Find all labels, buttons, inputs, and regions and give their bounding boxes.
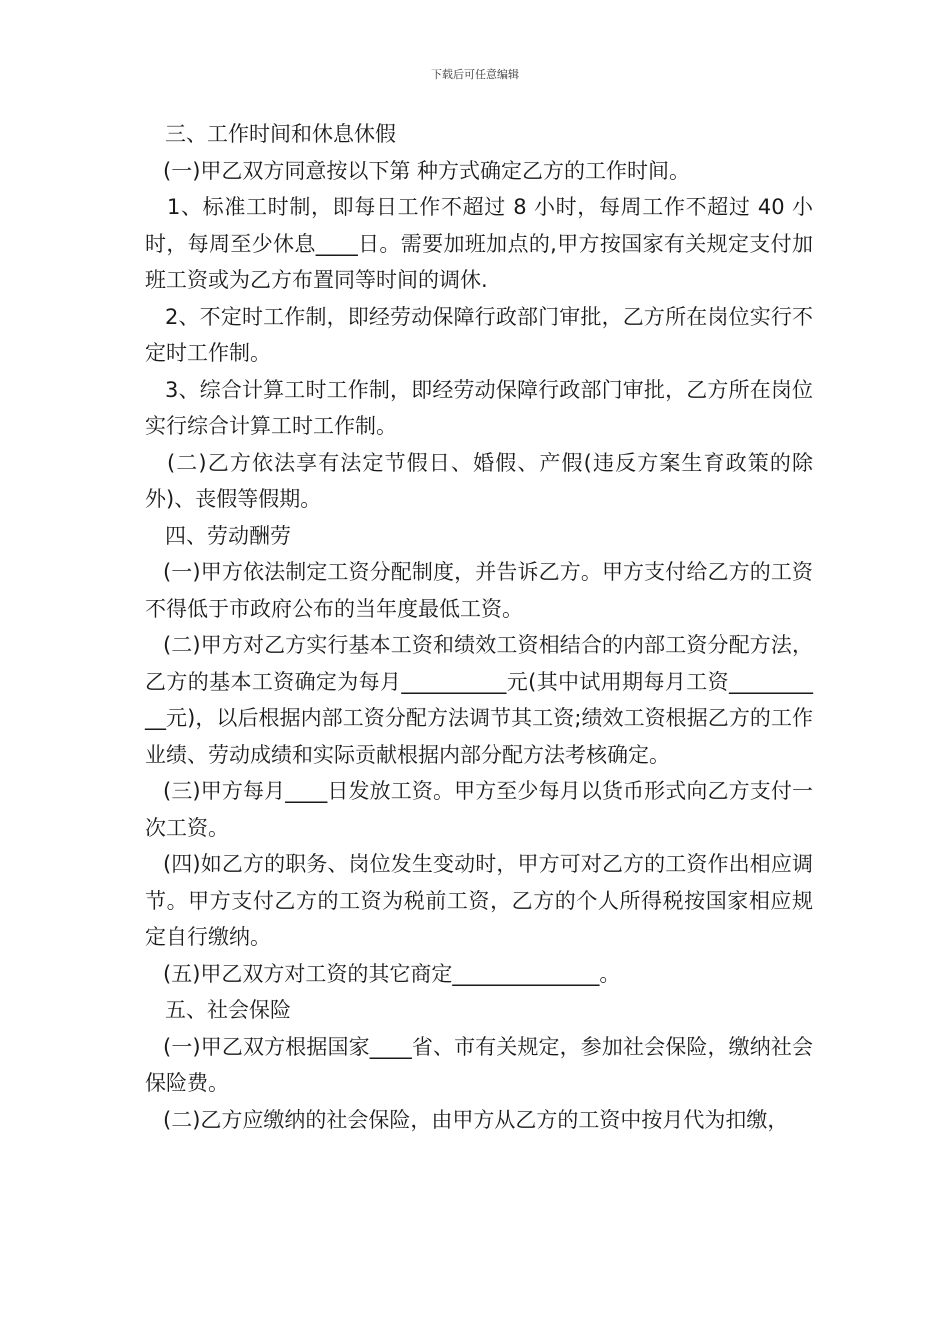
document-body [145, 116, 813, 1138]
paragraph: (一)甲方依法制定工资分配制度，并告诉乙方。甲方支付给乙方的工资不得低于市政府公布的当年度最低工资。 [145, 560, 813, 621]
paragraph: (三)甲方每月____日发放工资。甲方至少每月以货币形式向乙方支付一次工资。 [145, 779, 813, 840]
paragraph: 1、标准工时制，即每日工作不超过 8 小时，每周工作不超过 40 小时，每周至少休息____日。需要加班加点的,甲方按国家有关规定支付加班工资或为乙方布置同等时间的调休. [145, 195, 813, 292]
paragraph: (一)甲乙双方根据国家____省、市有关规定，参加社会保险，缴纳社会保险费。 [145, 1034, 813, 1095]
paragraph: 2、不定时工作制，即经劳动保障行政部门审批，乙方所在岗位实行不定时工作制。 [145, 304, 813, 365]
paragraph: 三、工作时间和休息休假 [165, 122, 396, 146]
paragraph: 3、综合计算工时工作制，即经劳动保障行政部门审批，乙方所在岗位实行综合计算工时工作制。 [145, 377, 813, 438]
paragraph: (五)甲乙双方对工资的其它商定______________。 [163, 961, 621, 986]
paragraph: (一)甲乙双方同意按以下第 种方式确定乙方的工作时间。 [163, 158, 691, 183]
paragraph: 五、社会保险 [165, 998, 291, 1022]
paragraph: (二)乙方依法享有法定节假日、婚假、产假(违反方案生育政策的除外)、丧假等假期。 [145, 450, 813, 511]
paragraph: (四)如乙方的职务、岗位发生变动时，甲方可对乙方的工资作出相应调节。甲方支付乙方的工资为税前工资，乙方的个人所得税按国家相应规定自行缴纳。 [145, 852, 813, 949]
paragraph: (二)乙方应缴纳的社会保险，由甲方从乙方的工资中按月代为扣缴， [163, 1107, 789, 1132]
paragraph: 四、劳动酬劳 [165, 523, 291, 548]
page-header: 下载后可任意编辑 [431, 68, 519, 81]
paragraph: (二)甲方对乙方实行基本工资和绩效工资相结合的内部工资分配方法，乙方的基本工资确定为每月__________元(其中试用期每月工资__________元)，以后根据内部工资分配方法调节其工资;绩效工资根据乙方的工作业绩、劳动成绩和实际贡献根据内部分配方法考核确定。 [145, 633, 813, 767]
